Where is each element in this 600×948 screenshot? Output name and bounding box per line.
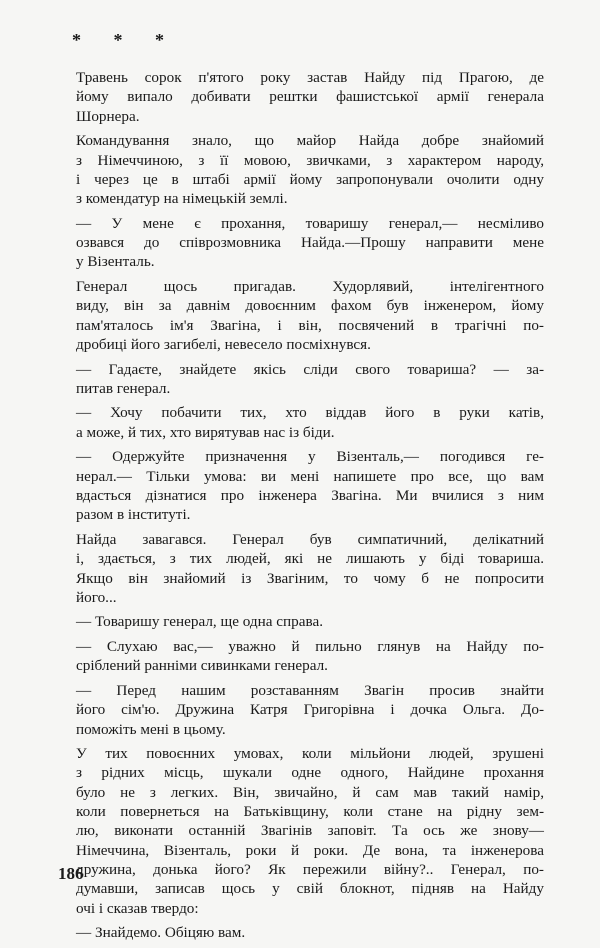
text-line: дробиці його загибелі, невесело посміхнувся.: [76, 336, 371, 354]
text-line: лю, виконати останній Звагінів заповіт. Та ось же знову—: [76, 822, 544, 840]
text-line: Командування знало, що майор Найда добре знайомий: [76, 132, 544, 150]
paragraph: [76, 681, 544, 739]
paragraph: [76, 612, 544, 631]
text-line: і, здається, з тих людей, які не лишають у біді товариша.: [76, 550, 544, 568]
text-line: — Гадаєте, знайдете якісь сліди свого товариша? — за-: [76, 360, 544, 378]
text-line: Якщо він знайомий із Звагіним, то чому б не попросити: [76, 569, 544, 587]
paragraph: [76, 277, 544, 354]
text-line: Німеччина, Візенталь, роки й роки. Де вона, та інженерова: [76, 841, 544, 859]
text-line: було не з легких. Він, звичайно, й сам мав такий намір,: [76, 783, 544, 801]
text-line: його...: [76, 588, 117, 606]
text-line: — Перед нашим розставанням Звагін просив знайти: [76, 681, 544, 699]
text-line: думавши, записав щось у свій блокнот, підняв на Найду: [76, 880, 544, 898]
text-line: Травень сорок п'ятого року застав Найду під Прагою, де: [76, 69, 544, 86]
text-line: Найда завагався. Генерал був симпатичний, делікатний: [76, 530, 544, 548]
text-line: а може, й тих, хто вирятував нас із біди.: [76, 423, 335, 441]
paragraph: [76, 360, 544, 399]
text-line: — Слухаю вас,— уважно й пильно глянув на Найду по-: [76, 637, 544, 655]
text-line: виду, він за давнім довоєнним фахом був інженером, йому: [76, 297, 544, 315]
text-line: У тих повоєнних умовах, коли мільйони людей, зрушені: [76, 745, 544, 763]
text-line: вдасться дізнатися про інженера Звагіна. Ми вчилися з ним: [76, 487, 544, 504]
paragraph: [76, 923, 544, 942]
text-line: Шорнера.: [76, 107, 140, 125]
paragraph: [76, 447, 544, 524]
text-line: з Німеччиною, з її мовою, звичками, з характером народу,: [76, 151, 544, 169]
text-line: його сім'ю. Дружина Катря Григорівна і дочка Ольга. До-: [76, 701, 544, 719]
paragraph: [76, 637, 544, 676]
text-line: Генерал щось пригадав. Худорлявий, інтелігентного: [76, 278, 544, 295]
text-line: — Знайдемо. Обіцяю вам.: [76, 924, 246, 942]
text-line: пам'яталось ім'я Звагіна, і він, посвячений в трагічні по-: [76, 316, 544, 334]
text-line: нерал.— Тільки умова: ви мені напишете про все, що вам: [76, 467, 544, 485]
paragraph: [76, 68, 544, 126]
text-line: питав генерал.: [76, 379, 171, 397]
paragraph: [76, 744, 544, 918]
text-line: сріблений ранніми сивинками генерал.: [76, 657, 328, 675]
section-break: * * *: [72, 30, 178, 50]
text-line: разом в інституті.: [76, 506, 191, 524]
text-line: — Хочу побачити тих, хто віддав його в руки катів,: [76, 404, 544, 422]
text-line: очі і сказав твердо:: [76, 899, 199, 917]
text-line: — Товаришу генерал, ще одна справа.: [76, 613, 324, 631]
text-line: — У мене є прохання, товаришу генерал,— несміливо: [76, 214, 544, 232]
text-line: з рідних місць, шукали одне одного, Найдине прохання: [76, 764, 544, 782]
text-line: і через це в штабі армії йому запропонували очолити одну: [76, 170, 544, 188]
paragraph: [76, 403, 544, 442]
paragraph: [76, 214, 544, 272]
text-line: поможіть мені в цьому.: [76, 720, 226, 738]
text-line: йому випало добивати рештки фашистської армії генерала: [76, 88, 544, 106]
paragraph: [76, 530, 544, 607]
body-text: [76, 68, 544, 948]
text-line: з комендатур на німецькій землі.: [76, 190, 288, 208]
text-line: у Візенталь.: [76, 253, 155, 271]
paragraph: [76, 131, 544, 208]
page-number: 186: [58, 864, 84, 883]
text-line: озвався до співрозмовника Найда.—Прошу направити мене: [76, 234, 544, 252]
text-line: коли повернеться на Батьківщину, коли стане на рідну зем-: [76, 803, 544, 821]
text-line: — Одержуйте призначення у Візенталь,— погодився ге-: [76, 448, 544, 466]
text-line: дружина, донька його? Як пережили війну?.. Генерал, по-: [76, 861, 544, 879]
